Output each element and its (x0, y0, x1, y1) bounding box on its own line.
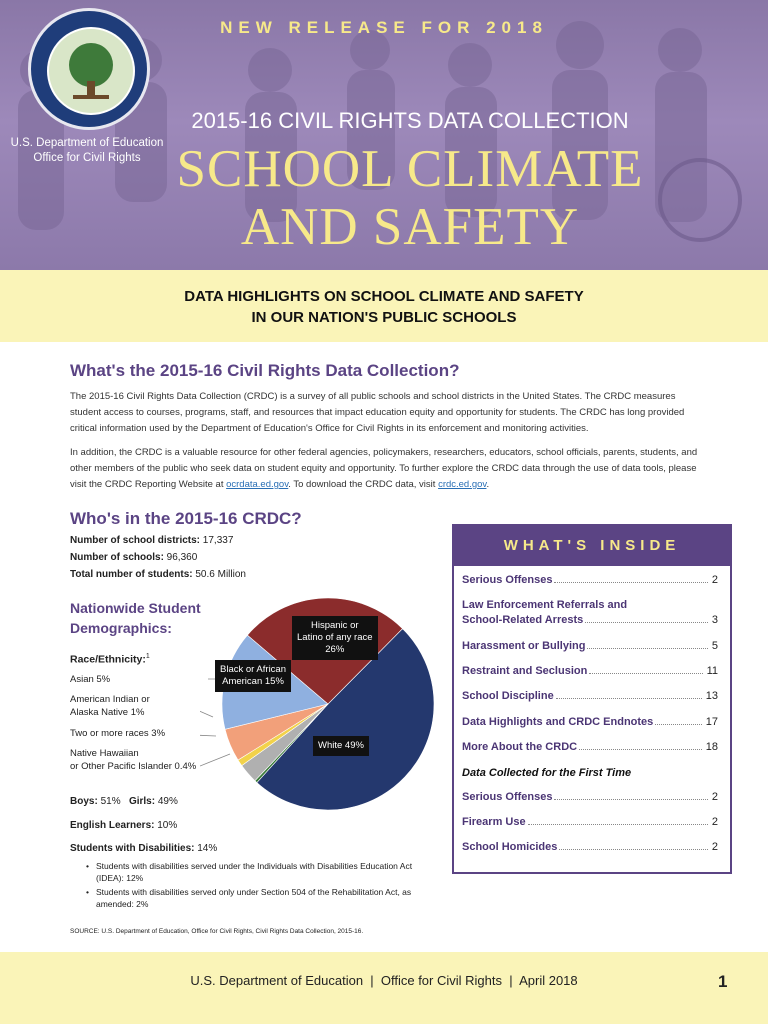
toc-page: 2 (711, 791, 718, 803)
toc-label: School Homicides (462, 841, 558, 853)
toc-label: Restraint and Seclusion (462, 665, 588, 677)
footer-band (0, 952, 768, 1024)
gender-stats (70, 796, 178, 807)
toc-label: Law Enforcement Referrals and (462, 599, 628, 611)
toc-leader (528, 824, 708, 825)
report-subtitle: 2015-16 CIVIL RIGHTS DATA COLLECTION (191, 108, 629, 133)
toc-label-2: School-Related Arrests (462, 614, 584, 626)
label-black: Black or African American 15% (215, 660, 291, 692)
toc-label: Data Highlights and CRDC Endnotes (462, 716, 654, 728)
band-line-1: DATA HIGHLIGHTS ON SCHOOL CLIMATE AND SAFETY (184, 288, 584, 305)
race-label-text: Race/Ethnicity: (70, 653, 146, 666)
girls-label: Girls: (128, 796, 156, 807)
swd-label: Students with Disabilities: (70, 843, 195, 854)
intro-p2-c: . (486, 479, 490, 490)
toc-label: Serious Offenses (462, 791, 553, 803)
boys-value: 51% (97, 796, 121, 807)
agency-line-1: U.S. Department of Education (10, 137, 164, 149)
districts-value: 17,337 (200, 535, 234, 546)
students-label: Total number of students: (70, 569, 193, 580)
label-two-or-more: Two or more races 3% (70, 728, 166, 739)
toc-item-highlights[interactable] (462, 716, 718, 728)
demographics-title-2: Demographics: (70, 620, 172, 636)
bullet-504: • Students with disabilities served only under Section 504 of the Rehabilitation Act, as amended: 2% (86, 886, 416, 910)
toc-page: 2 (711, 574, 718, 586)
toc-leader (554, 582, 707, 583)
bullet-idea: • Students with disabilities served under the Individuals with Disabilities Education Act (IDEA): 12% (86, 860, 416, 884)
districts-label: Number of school districts: (70, 535, 201, 546)
label-asian: Asian 5% (70, 674, 111, 685)
whats-inside-box (452, 524, 732, 874)
toc-item-first-serious-offenses[interactable] (462, 791, 718, 803)
toc-page: 11 (706, 665, 718, 677)
schools-value: 96,360 (163, 552, 198, 563)
race-footnote-mark: 1 (145, 653, 150, 660)
demographics-title-1: Nationwide Student (70, 600, 201, 616)
boys-label: Boys: (70, 796, 98, 807)
toc-page: 13 (705, 690, 718, 702)
toc-leader (655, 724, 701, 725)
toc-page: 17 (705, 716, 718, 728)
toc-label: More About the CRDC (462, 741, 578, 753)
toc-item-school-homicides[interactable] (462, 841, 718, 853)
toc-item-discipline[interactable] (462, 690, 718, 702)
report-title (130, 140, 690, 256)
leader-native-hawaiian (200, 754, 230, 766)
intro-paragraph-2 (70, 445, 700, 493)
toc-item-serious-offenses[interactable] (462, 574, 718, 586)
toc-leader (585, 622, 708, 623)
release-label: NEW RELEASE FOR 2018 (220, 18, 548, 37)
toc-item-restraint[interactable] (462, 665, 718, 677)
stats-block (70, 532, 246, 583)
intro-p2-b: . To download the CRDC data, visit (288, 479, 439, 490)
el-label: English Learners: (70, 820, 155, 831)
toc-label: Firearm Use (462, 816, 526, 828)
toc-leader (579, 749, 702, 750)
disabilities-stat (70, 843, 217, 854)
toc-page: 2 (711, 816, 718, 828)
ocrdata-link[interactable]: ocrdata.ed.gov (226, 479, 289, 490)
agency-line-2: Office for Civil Rights (33, 152, 141, 164)
footer-text: U.S. Department of Education | Office for Civil Rights | April 2018 (190, 973, 578, 988)
schools-label: Number of schools: (70, 552, 164, 563)
toc-leader (554, 799, 707, 800)
tree-emblem-icon (47, 27, 135, 115)
label-hispanic: Hispanic or Latino of any race 26% (292, 616, 378, 660)
toc-leader (587, 648, 707, 649)
source-note: SOURCE: U.S. Department of Education, Office for Civil Rights, Civil Rights Data Collection, 2015-16. (70, 928, 364, 935)
leader-two-or-more (200, 734, 216, 736)
intro-paragraph-1: The 2015-16 Civil Rights Data Collection (CRDC) is a survey of all public schools and school districts in the United States. The CRDC measures student access to courses, programs, staff, and resources that impact education equity and opportunity for students. The CRDC has long provided critical information used by the Department of Education's Office for Civil Rights in its enforcement and monitoring activities. (70, 391, 685, 434)
whos-in-heading: Who's in the 2015-16 CRDC? (70, 509, 302, 528)
toc-leader (556, 698, 702, 699)
title-line-2: AND SAFETY (240, 198, 580, 256)
toc-label: Harassment or Bullying (462, 640, 586, 652)
band-line-2: IN OUR NATION'S PUBLIC SCHOOLS (251, 309, 517, 326)
crdc-link[interactable]: crdc.ed.gov (438, 479, 487, 490)
toc-item-firearm-use[interactable] (462, 816, 718, 828)
race-ethnicity-label (70, 653, 150, 666)
page-number: 1 (718, 972, 728, 991)
toc-item-harassment[interactable] (462, 640, 718, 652)
disabilities-bullets (86, 860, 416, 912)
band-heading (0, 286, 768, 328)
toc-page: 2 (711, 841, 718, 853)
girls-value: 49% (155, 796, 178, 807)
toc-page: 5 (711, 640, 718, 652)
swd-value: 14% (194, 843, 218, 854)
title-line-1: SCHOOL CLIMATE (176, 140, 644, 198)
toc-leader (589, 673, 702, 674)
toc-page: 18 (705, 741, 718, 753)
whats-inside-heading: WHAT'S INSIDE (454, 526, 730, 566)
label-american-indian: American Indian or Alaska Native 1% (70, 694, 150, 718)
toc-leader (559, 849, 708, 850)
el-value: 10% (154, 820, 178, 831)
toc-item-law-enforcement[interactable] (462, 599, 718, 626)
demographics-title (70, 598, 201, 638)
students-value: 50.6 Million (192, 569, 246, 580)
english-learners-stat (70, 820, 177, 831)
label-white: White 49% (313, 736, 369, 756)
toc-label: Serious Offenses (462, 574, 553, 586)
toc-item-more-about[interactable] (462, 741, 718, 753)
intro-p2-a: In addition, the CRDC is a valuable resource for other federal agencies, policymakers, researchers, educators, school officials, parents, students, and other members of the public who seek data on student equity and opportunity. To further explore the CRDC data through the use of data tools, please visit the CRDC Reporting Website at (70, 447, 698, 490)
first-time-heading: Data Collected for the First Time (462, 767, 632, 779)
hero-banner (0, 0, 768, 270)
toc-label: School Discipline (462, 690, 554, 702)
intro-heading: What's the 2015-16 Civil Rights Data Collection? (70, 361, 460, 380)
leader-american-indian (200, 706, 213, 717)
label-native-hawaiian: Native Hawaiian or Other Pacific Islander 0.4% (70, 748, 197, 772)
toc-page: 3 (711, 614, 718, 626)
